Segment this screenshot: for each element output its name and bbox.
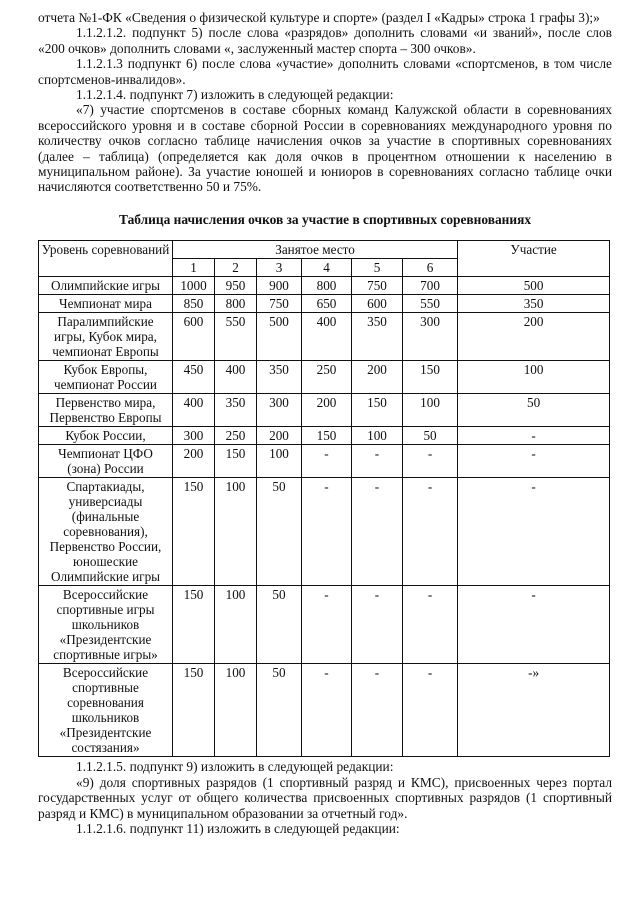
place-5-points-cell: 200: [352, 361, 403, 394]
competition-level-cell: Чемпионат мира: [39, 295, 173, 313]
table-row: [39, 445, 610, 478]
place-2-points-cell: 250: [215, 427, 257, 445]
place-6-points-cell: 150: [403, 361, 458, 394]
place-5-points-cell: 150: [352, 394, 403, 427]
place-2-points-cell: 550: [215, 313, 257, 361]
header-place-6: 6: [403, 259, 458, 277]
place-4-points-cell: -: [302, 445, 352, 478]
header-place: Занятое место: [173, 241, 458, 259]
place-4-points-cell: 150: [302, 427, 352, 445]
place-6-points-cell: 50: [403, 427, 458, 445]
table-row: [39, 427, 610, 445]
place-2-points-cell: 950: [215, 277, 257, 295]
participation-points-cell: -: [458, 586, 610, 664]
place-1-points-cell: 450: [173, 361, 215, 394]
place-6-points-cell: 700: [403, 277, 458, 295]
table-row: [39, 277, 610, 295]
place-3-points-cell: 750: [257, 295, 302, 313]
place-6-points-cell: -: [403, 664, 458, 757]
place-5-points-cell: 750: [352, 277, 403, 295]
participation-points-cell: -»: [458, 664, 610, 757]
header-place-4: 4: [302, 259, 352, 277]
place-4-points-cell: 650: [302, 295, 352, 313]
place-3-points-cell: 500: [257, 313, 302, 361]
table-title: Таблица начисления очков за участие в спортивных соревнованиях: [118, 211, 532, 227]
participation-points-cell: 500: [458, 277, 610, 295]
place-4-points-cell: -: [302, 586, 352, 664]
place-6-points-cell: -: [403, 478, 458, 586]
document-page: [38, 10, 612, 836]
place-1-points-cell: 200: [173, 445, 215, 478]
table-row: [39, 394, 610, 427]
place-5-points-cell: 350: [352, 313, 403, 361]
place-5-points-cell: -: [352, 478, 403, 586]
header-place-5: 5: [352, 259, 403, 277]
place-2-points-cell: 350: [215, 394, 257, 427]
table-header-row: [39, 241, 610, 259]
header-place-1: 1: [173, 259, 215, 277]
place-1-points-cell: 150: [173, 478, 215, 586]
place-3-points-cell: 200: [257, 427, 302, 445]
place-5-points-cell: -: [352, 664, 403, 757]
table-row: [39, 478, 610, 586]
place-3-points-cell: 300: [257, 394, 302, 427]
participation-points-cell: 350: [458, 295, 610, 313]
place-5-points-cell: -: [352, 445, 403, 478]
header-place-2: 2: [215, 259, 257, 277]
participation-points-cell: 100: [458, 361, 610, 394]
place-2-points-cell: 100: [215, 478, 257, 586]
place-5-points-cell: 100: [352, 427, 403, 445]
paragraph-1-1-2-1-3: 1.1.2.1.3 подпункт 6) после слова «участие» дополнить словами «спортсменов, в том числе спортсменов-инвалидов».: [38, 56, 612, 87]
paragraph-1-1-2-1-2: 1.1.2.1.2. подпункт 5) после слова «разрядов» дополнить словами «и званий», после слов «200 очков» дополнить словами «, заслуженный мастер спорта – 300 очков».: [38, 25, 612, 56]
place-5-points-cell: 600: [352, 295, 403, 313]
quote-subitem-9: «9) доля спортивных разрядов (1 спортивный разряд и КМС), присвоенных через портал государственных услуг от общего количества присвоенных спортивных разрядов (1 спортивный разряд и КМС) в муниципальном образовании за отчетный год».: [38, 774, 612, 821]
participation-points-cell: -: [458, 427, 610, 445]
participation-points-cell: -: [458, 445, 610, 478]
place-4-points-cell: 400: [302, 313, 352, 361]
place-1-points-cell: 150: [173, 664, 215, 757]
competition-level-cell: Кубок России,: [39, 427, 173, 445]
competition-level-cell: Всероссийские спортивные игры школьников «Президентские спортивные игры»: [39, 586, 173, 664]
competition-level-cell: Чемпионат ЦФО (зона) России: [39, 445, 173, 478]
place-1-points-cell: 300: [173, 427, 215, 445]
place-3-points-cell: 50: [257, 664, 302, 757]
place-3-points-cell: 50: [257, 586, 302, 664]
table-row: [39, 361, 610, 394]
quote-subitem-7: «7) участие спортсменов в составе сборных команд Калужской области в соревнованиях всероссийского уровня и в составе сборной России в соревнованиях международного уровня по количеству очков согласно таблице начисления очков за участие в спортивных соревнованиях (далее – таблица) (определяется как доля очков в процентном отношении к населению в муниципальном районе). За участие юношей и юниоров в соревнованиях согласно таблице очки начисляются соответственно 50 и 75%.: [38, 102, 612, 195]
paragraph-1-1-2-1-4: 1.1.2.1.4. подпункт 7) изложить в следующей редакции:: [76, 87, 394, 103]
place-3-points-cell: 100: [257, 445, 302, 478]
place-1-points-cell: 400: [173, 394, 215, 427]
competition-level-cell: Кубок Европы, чемпионат России: [39, 361, 173, 394]
competition-level-cell: Олимпийские игры: [39, 277, 173, 295]
place-4-points-cell: -: [302, 664, 352, 757]
place-3-points-cell: 900: [257, 277, 302, 295]
competition-level-cell: Первенство мира, Первенство Европы: [39, 394, 173, 427]
paragraph-1-1-2-1-5: 1.1.2.1.5. подпункт 9) изложить в следующей редакции:: [76, 759, 394, 775]
competition-level-cell: Паралимпийские игры, Кубок мира, чемпионат Европы: [39, 313, 173, 361]
place-6-points-cell: -: [403, 586, 458, 664]
table-row: [39, 586, 610, 664]
place-3-points-cell: 50: [257, 478, 302, 586]
place-6-points-cell: 100: [403, 394, 458, 427]
place-4-points-cell: 200: [302, 394, 352, 427]
place-3-points-cell: 350: [257, 361, 302, 394]
place-5-points-cell: -: [352, 586, 403, 664]
place-6-points-cell: 550: [403, 295, 458, 313]
place-1-points-cell: 1000: [173, 277, 215, 295]
competition-level-cell: Спартакиады, универсиады (финальные соревнования), Первенство России, юношеские Олимпийские игры: [39, 478, 173, 586]
table-body: [39, 277, 610, 757]
place-4-points-cell: 800: [302, 277, 352, 295]
participation-points-cell: 50: [458, 394, 610, 427]
table-row: [39, 295, 610, 313]
place-2-points-cell: 400: [215, 361, 257, 394]
intro-line: отчета №1-ФК «Сведения о физической культуре и спорте» (раздел I «Кадры» строка 1 графы 3);»: [38, 10, 600, 25]
place-1-points-cell: 600: [173, 313, 215, 361]
place-4-points-cell: -: [302, 478, 352, 586]
place-1-points-cell: 150: [173, 586, 215, 664]
place-1-points-cell: 850: [173, 295, 215, 313]
participation-points-cell: 200: [458, 313, 610, 361]
header-place-3: 3: [257, 259, 302, 277]
header-participation: Участие: [458, 241, 610, 277]
place-6-points-cell: 300: [403, 313, 458, 361]
competition-level-cell: Всероссийские спортивные соревнования школьников «Президентские состязания»: [39, 664, 173, 757]
table-row: [39, 313, 610, 361]
paragraph-1-1-2-1-6: 1.1.2.1.6. подпункт 11) изложить в следующей редакции:: [76, 820, 400, 836]
place-2-points-cell: 100: [215, 586, 257, 664]
place-4-points-cell: 250: [302, 361, 352, 394]
place-6-points-cell: -: [403, 445, 458, 478]
place-2-points-cell: 150: [215, 445, 257, 478]
place-2-points-cell: 800: [215, 295, 257, 313]
header-level: Уровень соревнований: [39, 241, 173, 277]
participation-points-cell: -: [458, 478, 610, 586]
points-table: [38, 240, 610, 757]
table-row: [39, 664, 610, 757]
place-2-points-cell: 100: [215, 664, 257, 757]
